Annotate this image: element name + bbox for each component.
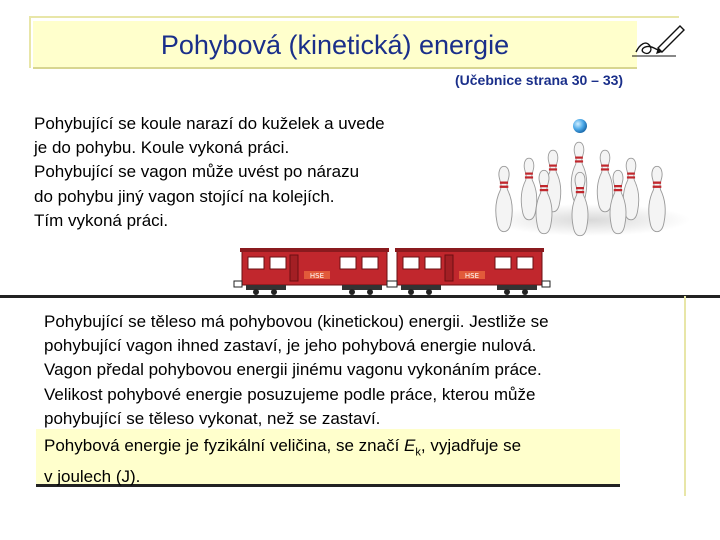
pen-writing-icon	[628, 18, 688, 64]
title-frame-top	[29, 16, 679, 18]
wagon-2	[387, 248, 550, 295]
wagon-1	[234, 248, 389, 295]
title-frame-left	[29, 16, 31, 68]
body-line: pohybující vagon ihned zastaví, je jeho pohybová energie nulová.	[44, 336, 537, 356]
body-line: Velikost pohybové energie posuzujeme podle práce, kterou může	[44, 384, 536, 404]
body-line: Vagon předal pohybovou energii jinému vagonu vykonáním práce.	[44, 360, 542, 380]
intro-line: do pohybu jiný vagon stojící na kolejích.	[34, 186, 335, 206]
body-line: pohybující se těleso vykonat, než se zastaví.	[44, 408, 381, 428]
definition-text	[44, 434, 624, 489]
intro-line: Pohybující se koule narazí do kuželek a uvede	[34, 114, 385, 133]
definition-line2: v joulech (J).	[44, 466, 141, 486]
body-line: Pohybující se těleso má pohybovou (kinetickou) energii. Jestliže se	[44, 312, 549, 331]
intro-paragraph	[34, 112, 454, 233]
railway-wagons-image	[232, 245, 552, 297]
wagon-label: HSE	[464, 272, 480, 280]
intro-line: je do pohybu. Koule vykoná práci.	[34, 138, 290, 158]
intro-line: Pohybující se vagon může uvést po nárazu	[34, 162, 360, 182]
body-paragraph	[44, 310, 684, 431]
slide-title: Pohybová (kinetická) energie	[160, 30, 510, 60]
bowling-pins-image	[480, 112, 690, 237]
wagon-label: HSE	[309, 272, 325, 280]
definition-after: , vyjadřuje se	[420, 436, 522, 455]
definition-before: Pohybová energie je fyzikální veličina, se značí	[44, 436, 405, 455]
section-divider	[0, 295, 720, 298]
textbook-reference: (Učebnice strana 30 – 33)	[455, 72, 624, 88]
energy-subscript: k	[415, 446, 421, 459]
energy-symbol: E	[404, 436, 416, 455]
intro-line: Tím vykoná práci.	[34, 210, 169, 230]
right-frame-line	[684, 296, 686, 496]
